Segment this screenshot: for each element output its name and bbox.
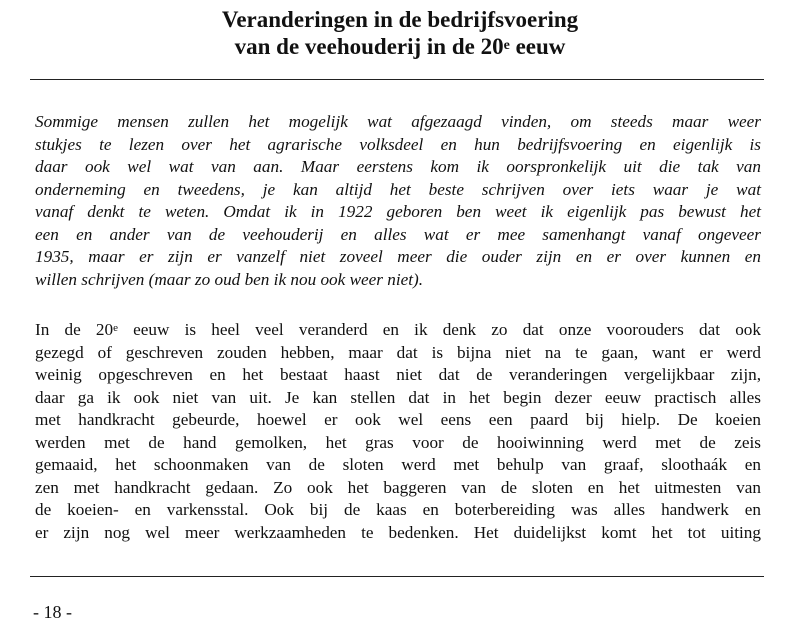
intro-line: vanaf denkt te weten. Omdat ik in 1922 geboren ben weet ik eigenlijk pas bewust het [35,202,761,221]
title-line-2-end: eeuw [509,34,566,59]
title-line-1: Veranderingen in de bedrijfsvoering [221,7,579,32]
body-line: werden met de hand gemolken, het gras voor de hooiwinning werd met de zeis [35,432,761,452]
body-paragraph [35,319,761,544]
title-line-2-main: van de veehouderij in de 20 [234,34,504,59]
intro-paragraph [35,111,761,291]
body-first-rest: eeuw is heel veel veranderd en ik denk zo dat onze voorouders dat ook [117,320,761,339]
page-number: - 18 - [33,602,72,622]
title-superscript: e [503,38,510,53]
body-line: gemaaid, het schoonmaken van de sloten werd met behulp van graaf, sloothaák en [35,455,761,474]
intro-line: 1935, maar er zijn er vanzelf niet zoveel meer die ouder zijn en er over kunnen en [35,247,761,266]
intro-line: willen schrijven (maar zo oud ben ik nou ook weer niet). [35,269,424,289]
title-line-2 [0,33,800,60]
intro-line: stukjes te lezen over het agrarische volksdeel en hun bedrijfsvoering en eigenlijk is [35,134,761,154]
intro-line: onderneming en tweedens, je kan altijd het beste schrijven over iets waar je wat [35,179,761,199]
body-line: de koeien- en varkensstal. Ook bij de kaas en boterbereiding was alles handwerk en [35,500,761,519]
body-line: met handkracht gebeurde, hoewel er ook wel eens een paard bij hielp. De koeien [35,410,761,429]
body-line: daar ga ik ook niet van uit. Je kan stellen dat in het begin dezer eeuw practisch alles [35,387,761,407]
intro-line: daar ook wel wat van aan. Maar eerstens kom ik oorspronkelijk uit die tak van [35,157,761,176]
body-line: weinig opgeschreven en het bestaat haast niet dat de veranderingen vergelijkbaar zijn, [35,365,761,384]
bottom-divider [30,576,764,577]
top-divider [30,79,764,80]
intro-line: een en ander van de veehouderij en alles wat er mee samenhangt vanaf ongeveer [35,224,761,244]
body-superscript: e [113,322,118,334]
page-title [0,6,800,60]
intro-line: Sommige mensen zullen het mogelijk wat afgezaagd vinden, om steeds maar weer [35,112,761,131]
body-first-prefix: In de 20 [35,320,114,339]
body-line: er zijn nog wel meer werkzaamheden te bedenken. Het duidelijkst komt het tot uiting [35,522,761,542]
body-line: zen met handkracht gedaan. Zo ook het baggeren van de sloten en het uitmesten van [35,477,761,497]
body-line: gezegd of geschreven zouden hebben, maar dat is bijna niet na te gaan, want er werd [35,342,761,362]
body-line-first [35,319,761,342]
